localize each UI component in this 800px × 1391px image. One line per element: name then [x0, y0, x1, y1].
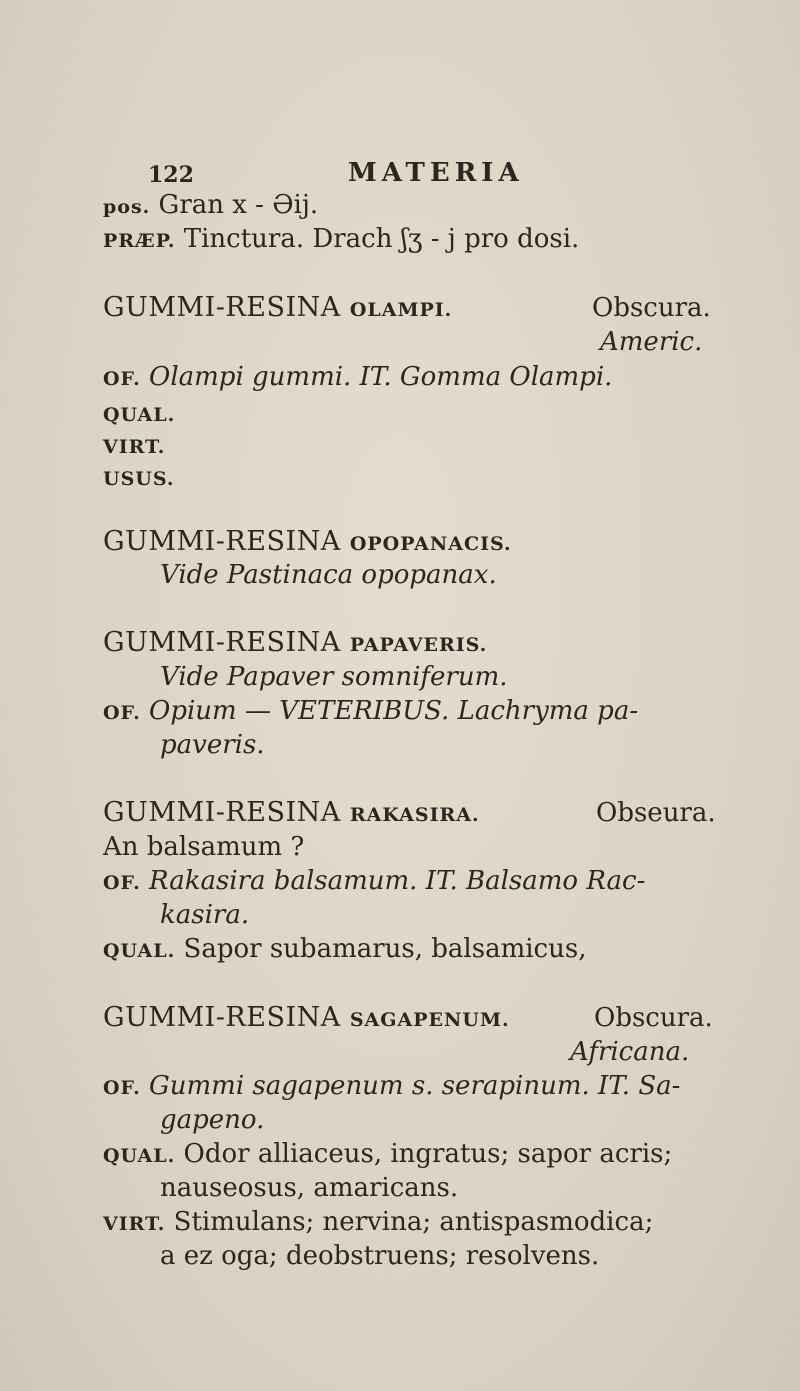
entry-line: [103, 1139, 672, 1171]
entry-class: Obscura.: [594, 1003, 713, 1033]
entry-class: Obscura.: [592, 293, 711, 323]
line-label: USUS.: [103, 468, 175, 490]
line-label: OF.: [103, 872, 141, 894]
entry-line: [103, 696, 638, 728]
line-label: VIRT.: [103, 436, 166, 458]
line-text: paveris.: [160, 730, 265, 760]
entry-line: [103, 934, 586, 966]
entry-line: [103, 1071, 680, 1103]
entry-class: Obseura.: [596, 798, 716, 828]
entry-line: [160, 560, 497, 590]
entry-heading: [103, 628, 487, 660]
entry-name: GUMMI-RESINA: [103, 292, 341, 323]
entry-line: [103, 398, 175, 430]
line-label: QUAL.: [103, 940, 176, 962]
page-number: 122: [148, 162, 194, 188]
running-title: MATERIA: [348, 158, 524, 188]
entry-species: OPOPANACIS.: [349, 533, 512, 555]
entry-species: SAGAPENUM.: [349, 1009, 510, 1031]
entry-heading: [103, 293, 452, 325]
entry-line: [160, 1173, 458, 1203]
entry-name: GUMMI-RESINA: [103, 627, 341, 658]
dose-text: Gran x - Əij.: [158, 190, 319, 220]
line-text: Stimulans; nervina; antispasmodica;: [173, 1207, 654, 1237]
entry-name: GUMMI-RESINA: [103, 1002, 341, 1033]
preparation-line: [103, 224, 579, 256]
entry-heading: [103, 527, 512, 559]
entry-species: PAPAVERIS.: [349, 634, 488, 656]
entry-line: [160, 730, 265, 760]
line-text: kasira.: [160, 900, 250, 930]
line-label: OF.: [103, 1077, 141, 1099]
entry-species: RAKASIRA.: [349, 804, 480, 826]
line-label: VIRT.: [103, 1213, 166, 1235]
entry-origin: Africana.: [570, 1037, 690, 1067]
line-text: Odor alliaceus, ingratus; sapor acris;: [183, 1139, 673, 1169]
entry-heading: [103, 798, 480, 830]
entry-name: GUMMI-RESINA: [103, 526, 341, 557]
line-label: QUAL.: [103, 404, 176, 426]
line-text: Vide Papaver somniferum.: [160, 662, 508, 692]
line-text: Opium — VETERIBUS. Lachryma pa-: [149, 696, 639, 726]
preparation-text: Tinctura. Drach ʃʒ - j pro dosi.: [183, 224, 580, 254]
dose-label: pos.: [103, 196, 151, 218]
entry-line: [103, 832, 304, 862]
entry-line: [103, 462, 175, 494]
entry-line: [103, 430, 165, 462]
entry-heading: [103, 1003, 510, 1035]
line-text: An balsamum ?: [103, 832, 305, 862]
line-label: OF.: [103, 368, 141, 390]
entry-line: [160, 900, 249, 930]
line-text: gapeno.: [160, 1105, 265, 1135]
line-label: QUAL.: [103, 1145, 176, 1167]
line-text: a ez oga; deobstruens; resolvens.: [160, 1241, 600, 1271]
line-text: Vide Pastinaca opopanax.: [160, 560, 497, 590]
entry-line: [103, 866, 645, 898]
line-text: nauseosus, amaricans.: [160, 1173, 459, 1203]
entry-line: [160, 1241, 599, 1271]
entry-line: [103, 362, 612, 394]
line-text: Olampi gummi. IT. Gomma Olampi.: [149, 362, 613, 392]
dose-line: [103, 190, 318, 222]
line-text: Sapor subamarus, balsamicus,: [183, 934, 587, 964]
preparation-label: PRÆP.: [103, 230, 176, 252]
entry-name: GUMMI-RESINA: [103, 797, 341, 828]
entry-line: [160, 1105, 264, 1135]
entry-line: [160, 662, 507, 692]
line-text: Rakasira balsamum. IT. Balsamo Rac-: [149, 866, 646, 896]
entry-line: [103, 1207, 653, 1239]
entry-origin: Americ.: [600, 327, 703, 357]
line-text: Gummi sagapenum s. serapinum. IT. Sa-: [149, 1071, 681, 1101]
entry-species: OLAMPI.: [349, 299, 453, 321]
line-label: OF.: [103, 702, 141, 724]
